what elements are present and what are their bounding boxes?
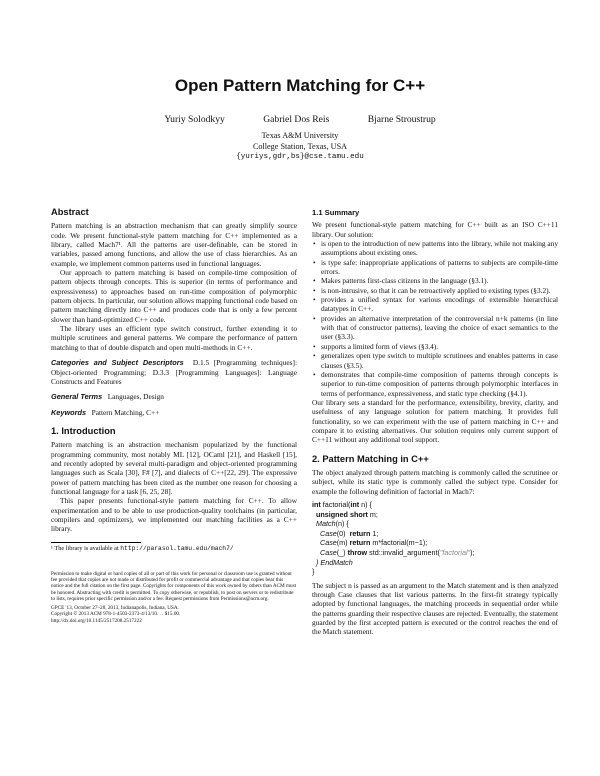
section2-heading: 2. Pattern Matching in C++ bbox=[312, 453, 429, 464]
affiliation-location: College Station, Texas, USA bbox=[252, 142, 348, 151]
summary-intro: We present functional-style pattern matching for C++ built as an ISO C++11 library. Our solution: bbox=[312, 220, 558, 239]
affiliation-email: {yuriys,gdr,bs}@cse.tamu.edu bbox=[236, 153, 364, 161]
general-terms-label: General Terms bbox=[51, 392, 103, 402]
left-column bbox=[51, 208, 297, 624]
keywords bbox=[51, 408, 297, 417]
intro-paragraph: Pattern matching is an abstraction mechanism popularized by the functional programming community, most notably ML [12], OCaml [21], and Haskell [15], and recently adopted by several multi-paradigm and object-oriented programming languages such as Scala [30], F# [7], and dialects of C++[22, 29]. The expressive power of pattern matching has been cited as the number one reason for choosing a functional language for a task [6, 25, 28]. bbox=[51, 440, 297, 496]
section2-paragraph: The subject n is passed as an argument to the Match statement and is then analyzed through Case clauses that list various patterns. In the first-fit strategy typically adopted by functional languages, the matching proceeds in sequential order while the patterns guarding their respective clauses are rejected. Eventually, the statement guarded by the first accepted pattern is executed or the control reaches the end of the Match statement. bbox=[312, 580, 558, 637]
summary-bullet: • provides an alternative interpretation of the controversial n+k patterns (in line with that of constructor patterns), leaving the choice of exact semantics to the user (§3.3). bbox=[321, 314, 558, 342]
footnote-url[interactable]: http://parasol.tamu.edu/mach7/ bbox=[120, 544, 234, 552]
author: Bjarne Stroustrup bbox=[367, 114, 436, 125]
intro-paragraph: This paper presents functional-style pattern matching for C++. To allow experimentation and to be able to use production-quality toolchains (in particular, compilers and optimizers), we implemented our matching facilities as a C++ library. bbox=[51, 496, 297, 534]
categories bbox=[51, 358, 297, 386]
copyright-line: Copyright © 2013 ACM 978-1-4503-2373-4/13/10. . . $15.00. bbox=[51, 611, 181, 618]
doi-link[interactable]: http://dx.doi.org/10.1145/2517208.2517222 bbox=[51, 617, 142, 624]
summary-bullet: • is type safe: inappropriate applications of patterns to subjects are compile-time errors. bbox=[321, 258, 558, 277]
intro-heading: 1. Introduction bbox=[51, 425, 116, 436]
general-terms-text: Languages, Design bbox=[107, 392, 164, 402]
summary-heading: 1.1 Summary bbox=[312, 208, 360, 217]
footnote: ¹ The library is available at http://parasol.tamu.edu/mach7/ bbox=[51, 544, 234, 552]
summary-bullet: • is non-intrusive, so that it can be retroactively applied to existing types (§3.2). bbox=[321, 286, 558, 295]
keywords-label: Keywords bbox=[51, 407, 87, 417]
author: Gabriel Dos Reis bbox=[263, 114, 330, 125]
summary-bullet: • is open to the introduction of new patterns into the library, while not making any assumptions about existing ones. bbox=[321, 239, 558, 258]
permission-block bbox=[51, 571, 297, 624]
author: Yuriy Solodkyy bbox=[164, 114, 225, 125]
summary-bullet: • demonstrates that compile-time composition of patterns through concepts is superior to run-time composition of patterns through polymorphic interfaces in terms of performance, expressiveness, and static type checking (§4.1). bbox=[321, 370, 558, 398]
code-listing: int factorial(int n) { unsigned short m; Match(n) { Case(0) return 1; Case(m) return m*factorial(m−1); Case(_) throw std::invalid_argument("factorial"); } EndMatch } bbox=[312, 499, 475, 577]
summary-bullet: • generalizes open type switch to multiple scrutinees and enables patterns in case clauses (§3.5). bbox=[321, 351, 558, 370]
general-terms bbox=[51, 392, 297, 401]
keywords-text: Pattern Matching, C++ bbox=[91, 407, 160, 417]
permission-notice: Permission to make digital or hard copies of all or part of this work for personal or classroom use is granted without fee provided that copies are not made or distributed for profit or commercial advantage and that copies bear this notice and the full citation on the first page. Copyrights for components of this work owned by others than ACM must be honored. Abstracting with credit is permitted. To copy otherwise, or republish, to post on servers or to redistribute to lists, requires prior specific permission and/or a fee. Request permissions from Permissions@acm.org. bbox=[51, 570, 297, 603]
right-column bbox=[312, 208, 558, 637]
affiliation-org: Texas A&M University bbox=[261, 131, 339, 140]
summary-list bbox=[312, 239, 558, 398]
categories-label: Categories and Subject Descriptors bbox=[51, 358, 184, 368]
conference-line: GPCE '13, October 27–28, 2013, Indianapolis, Indiana, USA. bbox=[51, 604, 179, 611]
summary-closing: Our library sets a standard for the performance, extensibility, brevity, clarity, and usefulness of any language solution for pattern matching. It provides full functionality, so we can experiment with the use of pattern matching in C++ and compare it to existing alternatives. Our solution requires only current support of C++11 without any additional tool support. bbox=[312, 397, 558, 445]
paper-title: Open Pattern Matching for C++ bbox=[174, 76, 426, 95]
affiliation bbox=[0, 130, 600, 163]
abstract-heading: Abstract bbox=[51, 207, 89, 217]
abstract-paragraph: Our approach to pattern matching is based on compile-time composition of pattern objects through concepts. This is superior (in terms of performance and expressiveness) to approaches based on run-time composition of polymorphic pattern objects. In particular, our solution allows mapping functional code based on pattern matching directly into C++ and produces code that is only a few percent slower than hand-optimized C++ code. bbox=[51, 268, 297, 324]
summary-bullet: • supports a limited form of views (§3.4). bbox=[321, 342, 558, 351]
footnote-rule bbox=[51, 542, 141, 543]
section2-paragraph: The object analyzed through pattern matching is commonly called the scrutinee or subject, while its static type is commonly called the subject type. Consider for example the following definition of factorial in Mach7: bbox=[312, 467, 558, 496]
categories-text: D.1.5 [Programming techniques]: Object-oriented Programming; D.3.3 [Programming Languages]: Language Constructs and Features bbox=[51, 358, 297, 386]
abstract-paragraph: The library uses an efficient type switch construct, further extending it to multiple scrutinees and general patterns. We compare the performance of pattern matching to that of double dispatch and open multi-methods in C++. bbox=[51, 324, 297, 352]
abstract-paragraph: Pattern matching is an abstraction mechanism that can greatly simplify source code. We present functional-style pattern matching for C++ implemented as a library, called Mach7¹. All the patterns are user-definable, can be stored in variables, passed among functions, and allow the use of class hierarchies. As an example, we implement common patterns used in functional languages. bbox=[51, 221, 297, 268]
summary-bullet: • provides a unified syntax for various encodings of extensible hierarchical datatypes in C++. bbox=[321, 295, 558, 314]
summary-bullet: • Makes patterns first-class citizens in the language (§3.1). bbox=[321, 276, 558, 285]
author-list bbox=[0, 114, 600, 125]
